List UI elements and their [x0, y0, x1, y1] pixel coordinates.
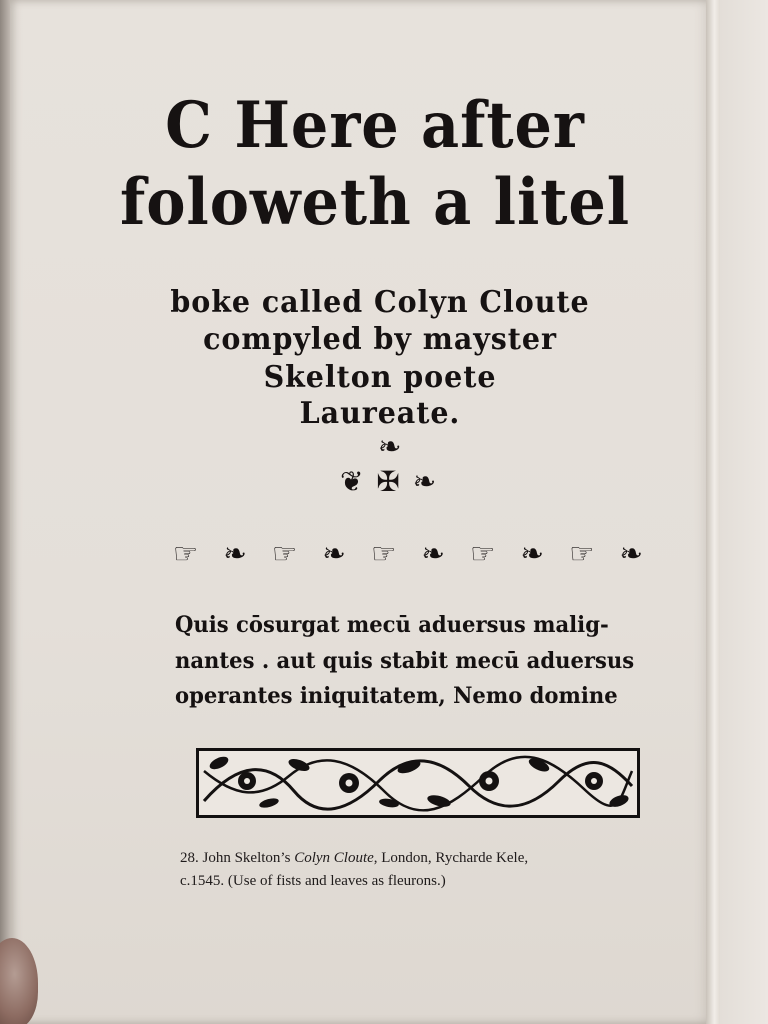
caption-book-title: Colyn Cloute [294, 850, 374, 866]
title-line-2: foloweth a litel [119, 165, 631, 240]
floral-border-woodcut [196, 748, 640, 818]
fist-icon: ☞ [569, 537, 595, 570]
latin-text-line-2: nantes . aut quis stabit mecū aduersus [175, 648, 635, 674]
leaf-icon: ❧ [421, 537, 445, 570]
leaf-icon: ❧ [520, 537, 544, 570]
caption-text-end: , London, Rycharde Kele, [373, 850, 529, 866]
subtitle-line-4: Laureate. [299, 396, 461, 431]
caption-text-start: 28. John Skelton’s [180, 850, 295, 866]
fist-icon: ☞ [173, 537, 199, 570]
leaf-icon: ❧ [322, 537, 346, 570]
fist-icon: ☞ [272, 537, 298, 570]
floral-vine-illustration [199, 751, 637, 815]
fist-icon: ☞ [470, 537, 496, 570]
subtitle-line-1: boke called Colyn Cloute [170, 285, 590, 320]
subtitle-line-3: Skelton poete [263, 360, 497, 395]
fist-leaf-fleuron-row [173, 537, 643, 570]
title-line-1: C Here after [165, 88, 585, 163]
book-page [10, 0, 710, 1024]
next-page-edge [720, 0, 768, 1024]
latin-text-line-1: Quis cōsurgat mecū aduersus malig- [175, 612, 609, 638]
fist-icon: ☞ [371, 537, 397, 570]
caption-line-2: c.1545. (Use of fists and leaves as fleurons.) [180, 873, 446, 889]
page-fold [706, 0, 720, 1024]
subtitle-line-2: compyled by mayster [203, 322, 557, 357]
leaf-icon: ❧ [223, 537, 247, 570]
latin-text-line-3: operantes iniquitatem, Nemo domine [175, 683, 618, 709]
leaf-cross-fleuron-icon: ❦ ✠ ❧ [340, 465, 439, 498]
leaf-icon: ❧ [619, 537, 643, 570]
figure-caption [180, 847, 660, 893]
leaf-fleuron-icon: ❧ [378, 430, 402, 463]
